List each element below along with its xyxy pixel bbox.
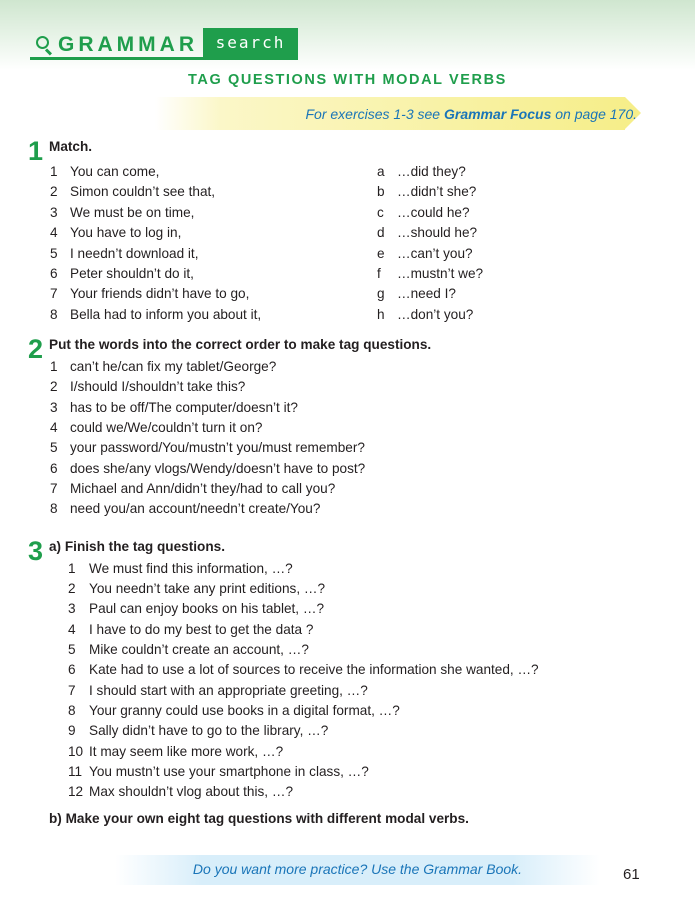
list-item: 6 does she/any vlogs/Wendy/doesn’t have to post? <box>50 461 366 476</box>
page-number: 61 <box>623 866 640 883</box>
grammar-focus-reference: Grammar Focus <box>443 106 552 122</box>
list-item: 7 I should start with an appropriate greeting, …? <box>68 683 368 698</box>
exercise-3b-title: b) Make your own eight tag questions with different modal verbs. <box>49 811 469 826</box>
list-item: 5 your password/You/mustn’t you/must remember? <box>50 440 365 455</box>
list-item: 4 I have to do my best to get the data ? <box>68 622 314 637</box>
exercise-3a-title: a) Finish the tag questions. <box>49 539 225 554</box>
search-icon <box>36 36 54 54</box>
list-item: b …didn’t she? <box>377 184 477 199</box>
list-item: 2 Simon couldn’t see that, <box>50 184 216 199</box>
list-item: 11 You mustn’t use your smartphone in class, …? <box>68 764 369 779</box>
list-item: 2 You needn’t take any print editions, …? <box>68 581 326 596</box>
list-item: 6 Peter shouldn’t do it, <box>50 266 194 281</box>
focus-banner-text: For exercises 1-3 see Grammar Focus on page 170. <box>305 106 637 122</box>
list-item: 10 It may seem like more work, …? <box>68 744 284 759</box>
exercise-2-number: 2 <box>28 334 44 364</box>
grammar-search-logo <box>30 28 298 60</box>
practice-banner-text: Do you want more practice? Use the Grammar Book. <box>192 861 523 877</box>
list-item: e …can’t you? <box>377 246 473 261</box>
page-title: TAG QUESTIONS WITH MODAL VERBS <box>188 72 507 88</box>
list-item: 5 Mike couldn’t create an account, …? <box>68 642 309 657</box>
exercise-1-title: Match. <box>49 139 93 154</box>
exercise-2-title: Put the words into the correct order to make tag questions. <box>49 337 432 352</box>
logo-tag: search <box>203 28 298 57</box>
list-item: 7 Michael and Ann/didn’t they/had to call you? <box>50 481 336 496</box>
list-item: 2 I/should I/shouldn’t take this? <box>50 379 246 394</box>
list-item: 1 We must find this information, …? <box>68 561 293 576</box>
list-item: a …did they? <box>377 164 466 179</box>
list-item: 1 can’t he/can fix my tablet/George? <box>50 359 277 374</box>
list-item: h …don’t you? <box>377 307 474 322</box>
list-item: 4 You have to log in, <box>50 225 182 240</box>
list-item: 3 has to be off/The computer/doesn’t it? <box>50 400 298 415</box>
exercise-1-number: 1 <box>28 136 44 166</box>
list-item: f …mustn’t we? <box>377 266 484 281</box>
exercise-3-number: 3 <box>28 536 44 566</box>
list-item: 4 could we/We/couldn’t turn it on? <box>50 420 263 435</box>
list-item: 9 Sally didn’t have to go to the library, …? <box>68 723 329 738</box>
list-item: 3 We must be on time, <box>50 205 195 220</box>
list-item: 5 I needn’t download it, <box>50 246 199 261</box>
list-item: 1 You can come, <box>50 164 160 179</box>
list-item: g …need I? <box>377 286 456 301</box>
list-item: 7 Your friends didn’t have to go, <box>50 286 250 301</box>
list-item: 8 need you/an account/needn’t create/You? <box>50 501 321 516</box>
logo-word: GRAMMAR <box>58 33 198 56</box>
list-item: 12 Max shouldn’t vlog about this, …? <box>68 784 294 799</box>
list-item: 8 Bella had to inform you about it, <box>50 307 262 322</box>
list-item: 3 Paul can enjoy books on his tablet, …? <box>68 601 325 616</box>
list-item: 6 Kate had to use a lot of sources to receive the information she wanted, …? <box>68 662 539 677</box>
list-item: d …should he? <box>377 225 478 240</box>
list-item: 8 Your granny could use books in a digital format, …? <box>68 703 400 718</box>
list-item: c …could he? <box>377 205 470 220</box>
